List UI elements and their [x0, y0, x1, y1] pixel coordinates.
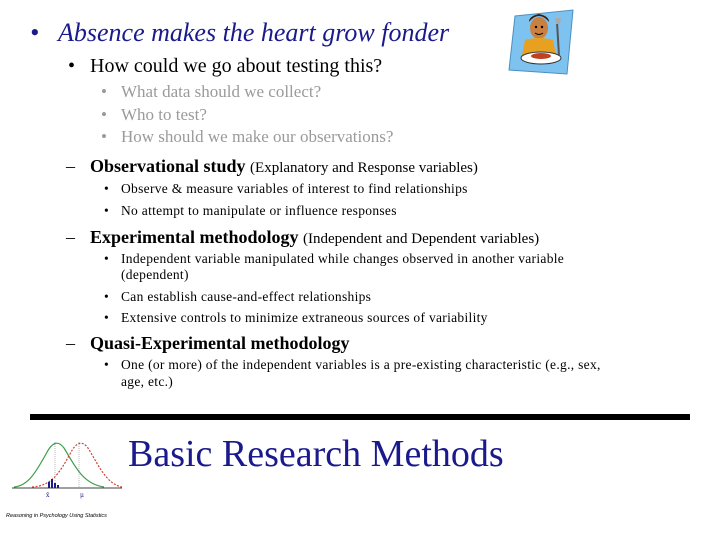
list-item-text: Can establish cause-and-effect relationships — [121, 289, 372, 304]
list-bullet: • — [104, 357, 110, 372]
woman-eating-clipart-icon — [505, 8, 577, 76]
list-item-text: (dependent) — [121, 267, 189, 282]
section-dash: – — [66, 156, 75, 176]
list-item-text: No attempt to manipulate or influence responses — [121, 203, 397, 218]
section-heading-text: Experimental methodology — [90, 227, 299, 247]
title-bullet: • — [30, 18, 40, 47]
section-paren: (Independent and Dependent variables) — [303, 231, 540, 247]
sub-question-bullet: • — [101, 105, 107, 124]
list-item-text: Observe & measure variables of interest to find relationships — [121, 181, 468, 196]
list-bullet: • — [104, 181, 110, 196]
section-paren: (Explanatory and Response variables) — [250, 160, 478, 176]
divider — [30, 414, 690, 420]
list-item — [104, 181, 524, 199]
sub-question-bullet: • — [101, 82, 107, 101]
source-caption: Reasoning in Psychology Using Statistics — [6, 513, 107, 519]
svg-text:x̄: x̄ — [46, 492, 50, 499]
section-heading-quasi-experimental — [66, 333, 466, 355]
list-item — [104, 289, 524, 307]
title-text: Absence makes the heart grow fonder — [58, 18, 450, 47]
section-heading-observational — [66, 156, 546, 178]
section-heading-text: Quasi-Experimental methodology — [90, 333, 350, 353]
list-item-continuation — [104, 267, 304, 285]
sub-question-text: Who to test? — [121, 105, 207, 124]
sub-question-item — [101, 127, 461, 147]
list-bullet: • — [104, 251, 110, 266]
list-item — [104, 203, 524, 221]
list-bullet: • — [104, 203, 110, 218]
svg-text:μ: μ — [80, 492, 84, 499]
list-item — [104, 310, 564, 328]
section-heading-experimental — [66, 227, 606, 249]
list-bullet: • — [104, 310, 110, 325]
list-item — [104, 357, 684, 375]
list-bullet: • — [104, 289, 110, 304]
section-dash: – — [66, 333, 75, 353]
section-heading-text: Observational study — [90, 156, 246, 176]
list-item-text: One (or more) of the independent variables is a pre-existing characteristic (e.g., sex, — [121, 357, 601, 372]
list-item-text: Independent variable manipulated while changes observed in another variable — [121, 251, 565, 266]
footer-title: Basic Research Methods — [128, 433, 504, 475]
sub-question-text: What data should we collect? — [121, 82, 322, 101]
question-text: How could we go about testing this? — [90, 55, 383, 77]
sub-question-item — [101, 105, 401, 125]
list-item-continuation — [104, 374, 304, 392]
list-item-text: age, etc.) — [121, 374, 174, 389]
sub-question-text: How should we make our observations? — [121, 127, 394, 146]
sub-question-item — [101, 82, 401, 102]
list-item-text: Extensive controls to minimize extraneous sources of variability — [121, 310, 488, 325]
sub-question-bullet: • — [101, 127, 107, 146]
question-item — [68, 55, 488, 79]
section-dash: – — [66, 227, 75, 247]
question-bullet: • — [68, 55, 76, 77]
distribution-curves-icon — [8, 432, 126, 502]
